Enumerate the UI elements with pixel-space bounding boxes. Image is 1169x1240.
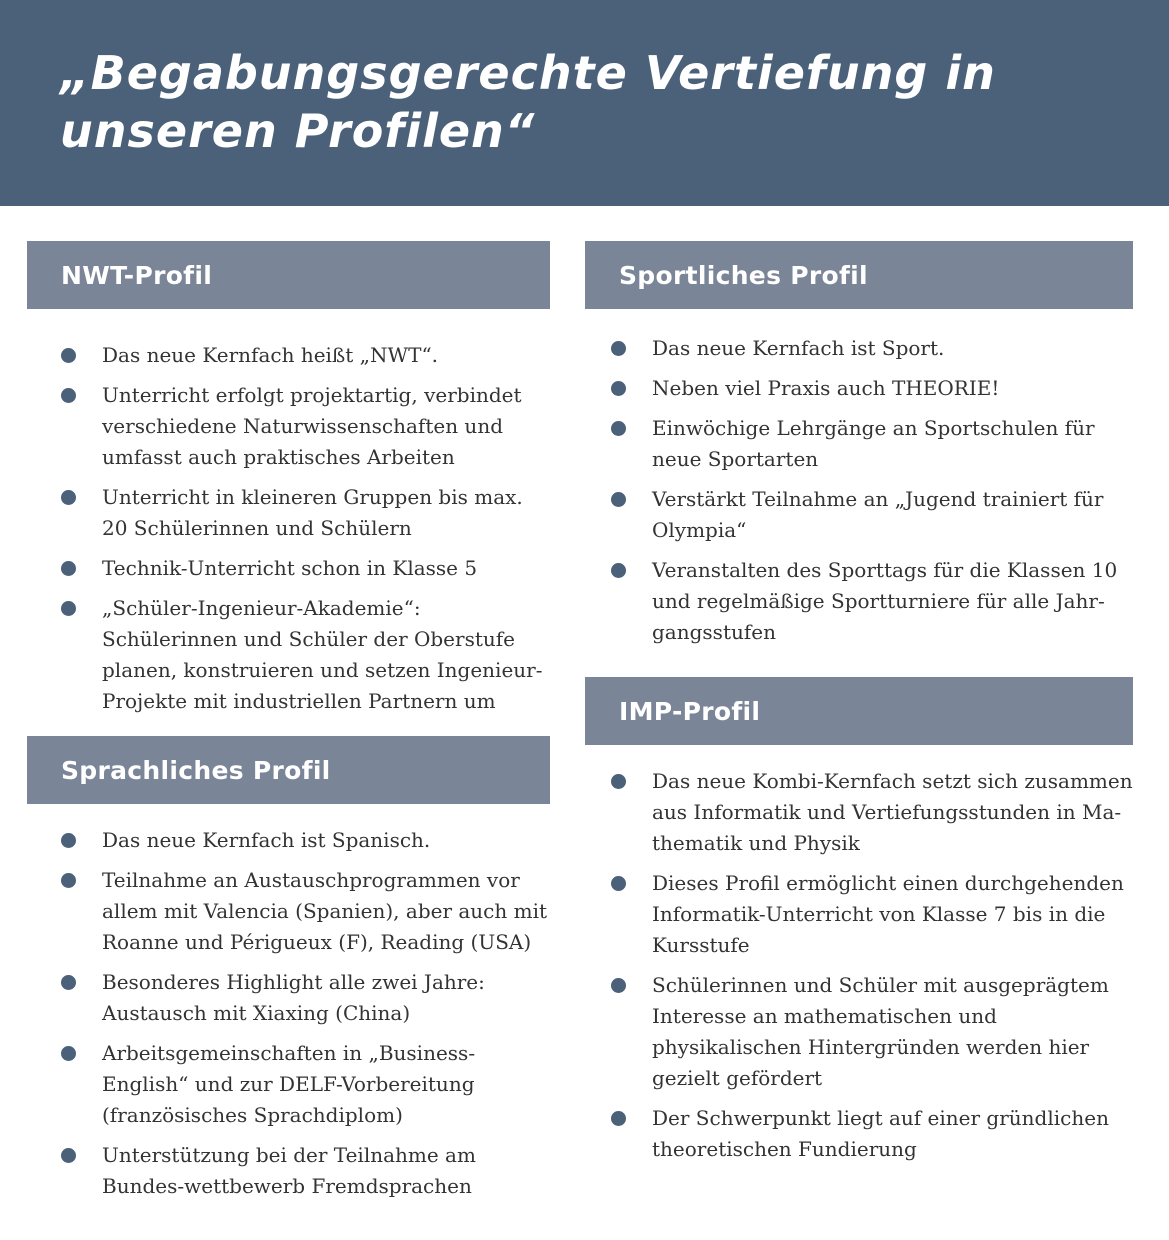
bullet-dot-icon xyxy=(61,348,76,363)
section-sprachliches-profil xyxy=(27,736,550,1211)
bullet-dot-icon xyxy=(61,975,76,990)
bullet-dot-icon xyxy=(61,873,76,888)
list-item-text: Arbeitsgemeinschaften in „Business-English“ und zur DELF-Vorbereitung (französisches Sprachdiplom) xyxy=(102,1041,476,1127)
list-item-text: Besonderes Highlight alle zwei Jahre: Austausch mit Xiaxing (China) xyxy=(102,970,485,1025)
section-sportliches-profil xyxy=(585,241,1133,657)
list-item-text: Technik-Unterricht schon in Klasse 5 xyxy=(102,556,478,580)
list-item xyxy=(585,868,1133,961)
bullet-dot-icon xyxy=(611,381,626,396)
bullet-dot-icon xyxy=(61,490,76,505)
list-item xyxy=(27,482,550,544)
list-item-text: Neben viel Praxis auch THEORIE! xyxy=(652,376,1000,400)
list-item xyxy=(27,865,550,958)
bullet-dot-icon xyxy=(61,601,76,616)
bullet-dot-icon xyxy=(611,421,626,436)
list-item-text: Dieses Profil ermöglicht einen durchgehenden Informatik-Unterricht von Klasse 7 bis in die Kursstufe xyxy=(652,871,1124,957)
section-imp-profil xyxy=(585,677,1133,1174)
list-item xyxy=(585,373,1133,404)
list-item xyxy=(585,970,1133,1094)
bullet-list xyxy=(27,340,550,717)
list-item-text: Das neue Kernfach heißt „NWT“. xyxy=(102,343,439,367)
bullet-list xyxy=(585,333,1133,648)
list-item xyxy=(27,553,550,584)
list-item xyxy=(585,1103,1133,1165)
list-item xyxy=(27,593,550,717)
list-item-text: Das neue Kombi-Kernfach setzt sich zusammen aus Informatik und Vertiefungsstunden in Ma-thematik und Physik xyxy=(652,769,1133,855)
list-item-text: Unterricht in kleineren Gruppen bis max. 20 Schülerinnen und Schülern xyxy=(102,485,523,540)
list-item xyxy=(27,340,550,371)
bullet-dot-icon xyxy=(611,563,626,578)
list-item-text: Teilnahme an Austauschprogrammen vor allem mit Valencia (Spanien), aber auch mit Roanne und Périgueux (F), Reading (USA) xyxy=(102,868,548,954)
bullet-dot-icon xyxy=(61,1046,76,1061)
bullet-dot-icon xyxy=(61,561,76,576)
bullet-list xyxy=(585,766,1133,1165)
list-item xyxy=(585,484,1133,546)
section-nwt-profil xyxy=(27,241,550,726)
list-item-text: Unterricht erfolgt projektartig, verbindet verschiedene Naturwissenschaften und umfasst auch praktisches Arbeiten xyxy=(102,383,522,469)
list-item xyxy=(585,555,1133,648)
list-item xyxy=(585,333,1133,364)
bullet-dot-icon xyxy=(61,1148,76,1163)
title-banner xyxy=(0,0,1169,206)
list-item xyxy=(585,766,1133,859)
list-item-text: „Schüler-Ingenieur-Akademie“: Schülerinnen und Schüler der Oberstufe planen, konstruieren und setzen Ingenieur-Projekte mit industriellen Partnern um xyxy=(102,596,543,713)
section-heading: NWT-Profil xyxy=(27,241,550,309)
bullet-list xyxy=(27,825,550,1202)
bullet-dot-icon xyxy=(611,876,626,891)
list-item xyxy=(27,380,550,473)
page-title: „Begabungsgerechte Vertiefung in unseren Profilen“ xyxy=(60,46,996,158)
bullet-dot-icon xyxy=(611,774,626,789)
list-item-text: Der Schwerpunkt liegt auf einer gründlichen theoretischen Fundierung xyxy=(652,1106,1109,1161)
bullet-dot-icon xyxy=(611,492,626,507)
bullet-dot-icon xyxy=(611,341,626,356)
list-item xyxy=(27,1140,550,1202)
section-heading: IMP-Profil xyxy=(585,677,1133,745)
bullet-dot-icon xyxy=(61,833,76,848)
list-item-text: Das neue Kernfach ist Sport. xyxy=(652,336,945,360)
list-item xyxy=(27,825,550,856)
section-heading: Sprachliches Profil xyxy=(27,736,550,804)
bullet-dot-icon xyxy=(61,388,76,403)
section-heading: Sportliches Profil xyxy=(585,241,1133,309)
list-item xyxy=(27,1038,550,1131)
list-item-text: Das neue Kernfach ist Spanisch. xyxy=(102,828,431,852)
list-item-text: Schülerinnen und Schüler mit ausgeprägtem Interesse an mathematischen und physikalischen Hintergründen werden hier gezielt gefördert xyxy=(652,973,1109,1090)
list-item-text: Verstärkt Teilnahme an „Jugend trainiert für Olympia“ xyxy=(652,487,1104,542)
list-item xyxy=(585,413,1133,475)
list-item-text: Veranstalten des Sporttags für die Klassen 10 und regelmäßige Sportturniere für alle Jahr-gangsstufen xyxy=(652,558,1118,644)
bullet-dot-icon xyxy=(611,978,626,993)
bullet-dot-icon xyxy=(611,1111,626,1126)
list-item-text: Einwöchige Lehrgänge an Sportschulen für neue Sportarten xyxy=(652,416,1095,471)
list-item-text: Unterstützung bei der Teilnahme am Bundes-wettbewerb Fremdsprachen xyxy=(102,1143,476,1198)
list-item xyxy=(27,967,550,1029)
